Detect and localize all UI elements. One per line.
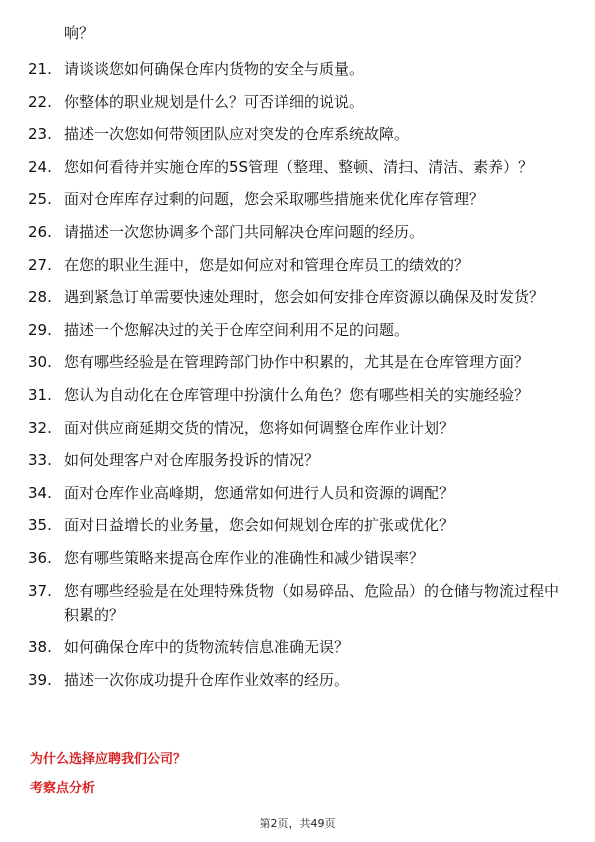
question-text: 您认为自动化在仓库管理中扮演什么角色？您有哪些相关的实施经验？ bbox=[64, 385, 530, 404]
question-text: 面对仓库作业高峰期，您通常如何进行人员和资源的调配？ bbox=[64, 483, 455, 502]
list-item bbox=[28, 416, 568, 440]
question-text: 您有哪些经验是在处理特殊货物（如易碎品、危险品）的仓储与物流过程中积累的？ bbox=[64, 581, 560, 624]
list-item bbox=[28, 220, 568, 244]
question-number: 39. bbox=[28, 670, 52, 689]
question-text: 面对供应商延期交货的情况，您将如何调整仓库作业计划？ bbox=[64, 418, 455, 437]
question-number: 34. bbox=[28, 483, 52, 502]
question-number: 36. bbox=[28, 548, 52, 567]
question-text: 请描述一次您协调多个部门共同解决仓库问题的经历。 bbox=[64, 222, 425, 241]
question-text: 面对仓库库存过剩的问题，您会采取哪些措施来优化库存管理？ bbox=[64, 190, 485, 209]
list-item bbox=[28, 285, 568, 309]
list-item bbox=[28, 187, 568, 211]
question-number: 30. bbox=[28, 353, 52, 372]
question-text: 遇到紧急订单需要快速处理时，您会如何安排仓库资源以确保及时发货？ bbox=[64, 288, 545, 307]
question-text: 您有哪些策略来提高仓库作业的准确性和减少错误率？ bbox=[64, 548, 425, 567]
list-item bbox=[28, 513, 568, 537]
list-item bbox=[28, 90, 568, 114]
question-text: 描述一次您如何带领团队应对突发的仓库系统故障。 bbox=[64, 125, 410, 144]
section-heading-why-company: 为什么选择应聘我们公司？ bbox=[30, 752, 187, 767]
question-text: 您如何看待并实施仓库的5S管理（整理、整顿、清扫、清洁、素养）？ bbox=[64, 157, 534, 176]
question-number: 23. bbox=[28, 125, 52, 144]
list-item bbox=[28, 350, 568, 374]
question-number: 37. bbox=[28, 581, 52, 600]
list-item bbox=[28, 57, 568, 81]
list-item bbox=[28, 155, 568, 179]
question-number: 31. bbox=[28, 385, 52, 404]
question-text: 描述一次你成功提升仓库作业效率的经历。 bbox=[64, 670, 350, 689]
question-text: 面对日益增长的业务量，您会如何规划仓库的扩张或优化？ bbox=[64, 516, 455, 535]
list-item bbox=[28, 546, 568, 570]
list-item bbox=[28, 122, 568, 146]
question-number: 26. bbox=[28, 222, 52, 241]
list-item bbox=[28, 481, 568, 505]
list-item bbox=[28, 635, 568, 659]
question-number: 21. bbox=[28, 60, 52, 78]
question-text: 在您的职业生涯中，您是如何应对和管理仓库员工的绩效的？ bbox=[64, 255, 470, 274]
question-list bbox=[28, 57, 568, 700]
question-number: 33. bbox=[28, 451, 52, 470]
question-number: 32. bbox=[28, 418, 52, 437]
question-number: 24. bbox=[28, 157, 52, 176]
question-text: 如何处理客户对仓库服务投诉的情况？ bbox=[64, 451, 320, 470]
page-number-footer: 第2页，共49页 bbox=[259, 817, 336, 830]
question-number: 25. bbox=[28, 190, 52, 209]
list-item bbox=[28, 253, 568, 277]
question-text: 您有哪些经验是在管理跨部门协作中积累的，尤其是在仓库管理方面？ bbox=[64, 353, 530, 372]
question-text: 如何确保仓库中的货物流转信息准确无误？ bbox=[64, 638, 350, 657]
section-heading-analysis: 考察点分析 bbox=[30, 781, 96, 796]
list-item bbox=[28, 579, 568, 627]
continued-question-text: 响？ bbox=[64, 24, 95, 42]
question-text: 你整体的职业规划是什么？可否详细的说说。 bbox=[64, 92, 365, 111]
question-number: 27. bbox=[28, 255, 52, 274]
question-number: 29. bbox=[28, 320, 52, 339]
question-number: 28. bbox=[28, 288, 52, 307]
question-number: 38. bbox=[28, 638, 52, 657]
list-item bbox=[28, 448, 568, 472]
question-text: 描述一个您解决过的关于仓库空间利用不足的问题。 bbox=[64, 320, 410, 339]
question-number: 35. bbox=[28, 516, 52, 535]
list-item bbox=[28, 383, 568, 407]
list-item bbox=[28, 668, 568, 692]
question-number: 22. bbox=[28, 92, 52, 111]
question-text: 请谈谈您如何确保仓库内货物的安全与质量。 bbox=[64, 60, 365, 78]
list-item bbox=[28, 318, 568, 342]
